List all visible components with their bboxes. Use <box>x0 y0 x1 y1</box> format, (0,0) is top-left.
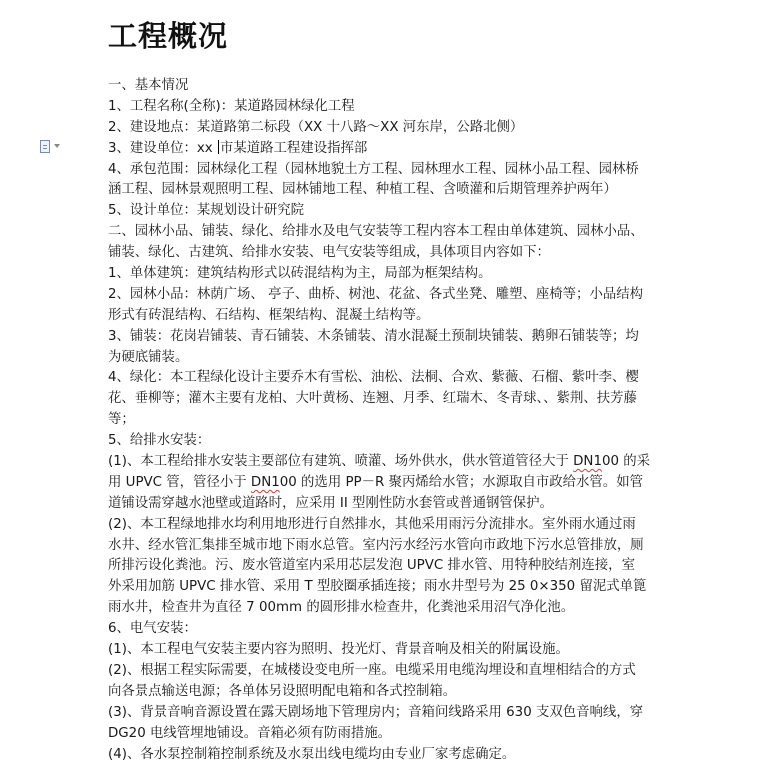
document-body <box>108 76 668 765</box>
paragraph-line: 1、单体建筑：建筑结构形式以砖混结构为主，局部为框架结构。 <box>108 266 492 282</box>
paragraph-line: 4、承包范围：园林绿化工程（园林地貌土方工程、园林理水工程、园林小品工程、园林桥 <box>108 161 639 177</box>
paragraph-line: 向各景点输送电源；各单体另设照明配电箱和各式控制箱。 <box>108 683 457 699</box>
paragraph-line: 花、垂柳等；灌木主要有龙柏、大叶黄杨、连翘、月季、红瑞木、冬青球、、紫荆、扶芳藤 <box>108 391 637 407</box>
dropdown-arrow-icon <box>54 144 60 148</box>
paragraph-line: DG20 电线管埋地铺设。音箱必须有防雨措施。 <box>108 725 392 741</box>
paragraph-line: (1)、本工程电气安装主要内容为照明、投光灯、背景音响及相关的附属设施。 <box>108 642 569 658</box>
text-cursor <box>218 140 219 154</box>
spellcheck-flagged-text: DN1 <box>250 474 280 490</box>
paragraph-line: (3)、背景音响音源设置在露天剧场地下管理房内；音箱问线路采用 630 支双色音响线，穿 <box>108 704 644 720</box>
paragraph-line: 涵工程、园林景观照明工程、园林铺地工程、种植工程、含喷灌和后期管理养护两年） <box>108 182 617 198</box>
paragraph-line: (1)、本工程给排水安装主要部位有建筑、喷灌、场外供水，供水管道管径大于 DN100 的采 <box>108 454 651 470</box>
paragraph-line: 2、园林小品：林荫广场、 亭子、曲桥、树池、花盆、各式坐凳、雕塑、座椅等；小品结构 <box>108 286 644 302</box>
paragraph-line: 5、设计单位：某规划设计研究院 <box>108 203 304 219</box>
paragraph-line: 1、工程名称(全称)：某道路园林绿化工程 <box>108 98 355 114</box>
document-title: 工程概况 <box>108 19 229 53</box>
spellcheck-flagged-text: DN1 <box>573 454 602 470</box>
paragraph-line: 一、基本情况 <box>108 78 189 93</box>
paragraph-line: 二、园林小品、铺装、绿化、给排水及电气安装等工程内容本工程由单体建筑、园林小品、 <box>108 224 644 240</box>
document-options-icon[interactable] <box>40 138 70 154</box>
paragraph-line: 用 UPVC 管，管径小于 DN100 的选用 PP－R 聚丙烯给水管；水源取自市政给水管。如管 <box>108 474 643 490</box>
paragraph-line: 6、电气安装： <box>108 621 197 637</box>
paragraph-line: 雨水井，检查井为直径 7 00mm 的圆形排水检查井，化粪池采用沼气净化池。 <box>108 600 575 616</box>
paragraph-line: 铺装、绿化、古建筑、给排水安装、电气安装等组成，具体项目内容如下： <box>108 245 550 261</box>
paragraph-line: (2)、本工程绿地排水均利用地形进行自然排水，其他采用雨污分流排水。室外雨水通过雨 <box>108 516 636 532</box>
paragraph-line: 4、绿化：本工程绿化设计主要乔木有雪松、油松、法桐、合欢、紫薇、石榴、紫叶李、樱 <box>108 370 639 386</box>
paragraph-line: 道铺设需穿越水池壁或道路时，应采用 II 型刚性防水套管或普通钢管保护。 <box>108 495 553 511</box>
document-glyph-icon <box>40 140 50 153</box>
paragraph-line: 水井、经水管汇集排至城市地下雨水总管。室内污水经污水管向市政地下污水总管排放，厕 <box>108 537 644 553</box>
paragraph-line: 形式有砖混结构、石结构、框架结构、混凝土结构等。 <box>108 307 430 323</box>
paragraph-line: (4)、各水泵控制箱控制系统及水泵出线电缆均由专业厂家考虑确定。 <box>108 746 516 762</box>
paragraph-line: 5、给排水安装： <box>108 433 211 449</box>
paragraph-line: (2)、根据工程实际需要，在城楼设变电所一座。电缆采用电缆沟埋设和直埋相结合的方式 <box>108 662 636 678</box>
paragraph-line: 等； <box>108 412 135 428</box>
paragraph-line: 2、建设地点：某道路第二标段（XX 十八路～XX 河东岸，公路北侧） <box>108 119 524 135</box>
paragraph-line: 3、铺装：花岗岩铺装、青石铺装、木条铺装、清水混凝土预制块铺装、鹅卵石铺装等；均 <box>108 328 639 344</box>
paragraph-line: 外采用加筋 UPVC 排水管、采用 T 型胶圈承插连接；雨水井型号为 25 0×350 留泥式单篦 <box>108 579 647 595</box>
paragraph-line: 为硬底铺装。 <box>108 349 189 365</box>
paragraph-line: 所排污设化粪池。污、废水管道室内采用芯层发泡 UPVC 排水管、用特种胶结剂连接，室 <box>108 558 635 574</box>
paragraph-line: 3、建设单位：xx 市某道路工程建设指挥部 <box>108 140 368 156</box>
